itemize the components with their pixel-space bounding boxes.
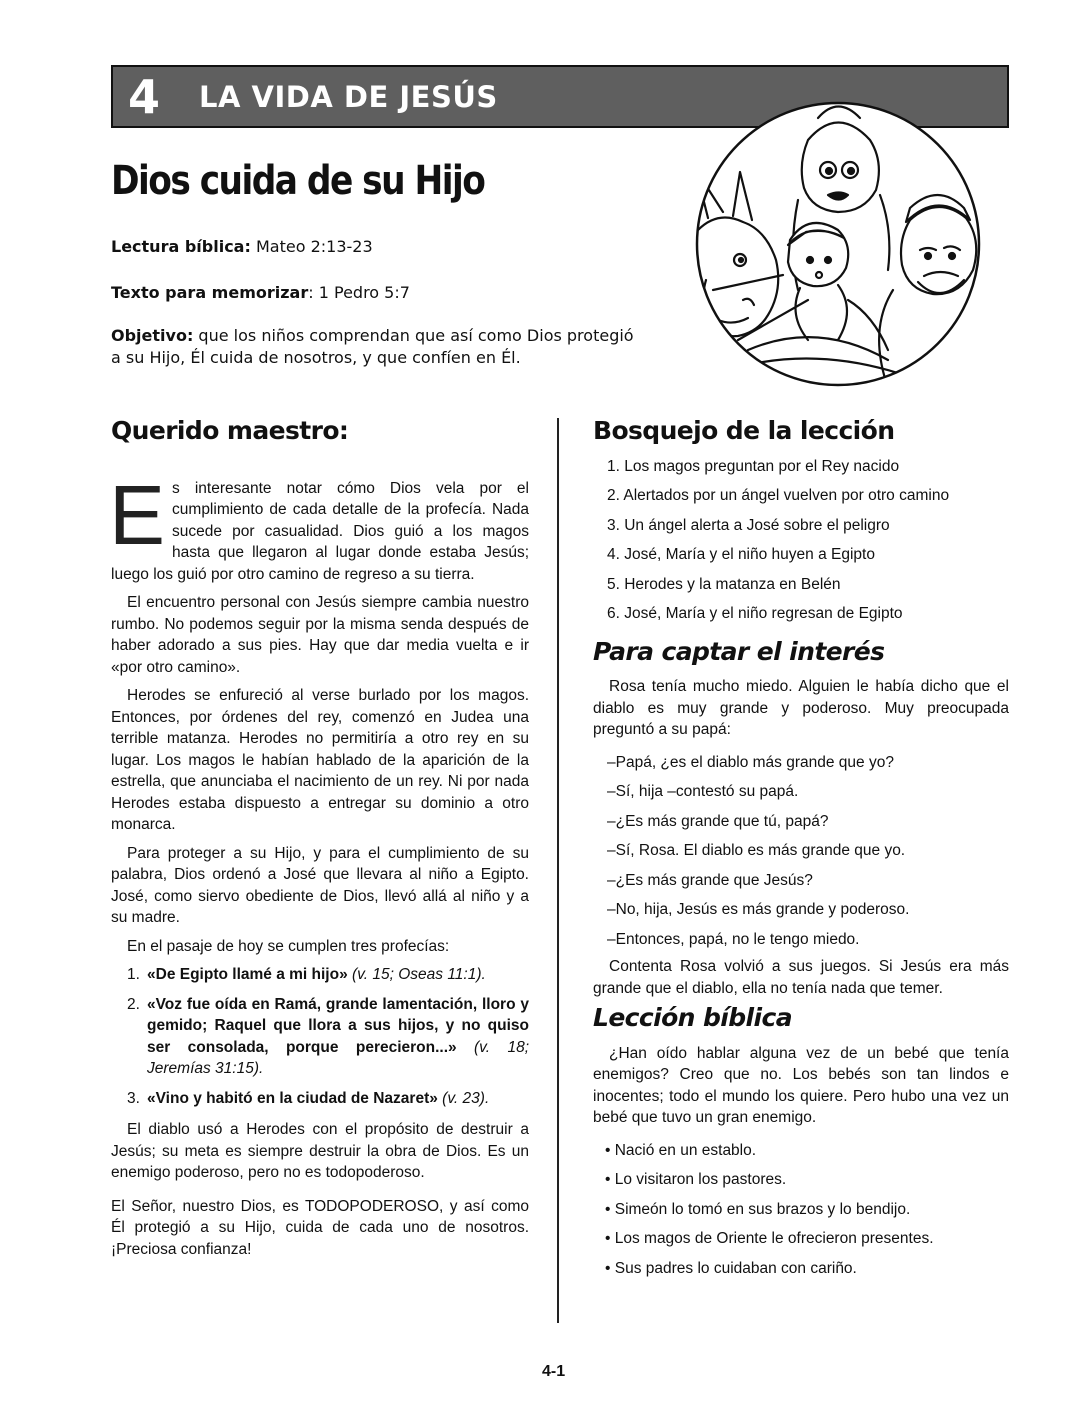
teacher-note-paragraph bbox=[109, 467, 529, 586]
memory-verse-value: : 1 Pedro 5:7 bbox=[308, 283, 410, 302]
teacher-note-paragraph: Para proteger a su Hijo, y para el cumplimiento de su palabra, Dios ordenó a José que llevara al niño a Egipto. José, como siervo obediente de Dios, llevó allá al niño y a su madre. bbox=[111, 844, 529, 926]
bullet-item: • Simeón lo tomó en sus brazos y lo bendijo. bbox=[605, 1200, 911, 1218]
teacher-note-paragraph: Herodes se enfureció al verse burlado por los magos. Entonces, por órdenes del rey, comenzó en Judea una terrible matanza. Herodes no permitiría a otro rey en su lugar. Los magos le habían hablado de la aparición de la estrella, que anunciaba el nacimiento de un rey. Ni por nada Herodes estaba dispuesto a entregar su dominio a otro monarca. bbox=[111, 687, 529, 833]
chapter-number: 4 bbox=[128, 69, 161, 124]
bullet-item: • Sus padres lo cuidaban con cariño. bbox=[605, 1259, 857, 1277]
interest-outro: Contenta Rosa volvió a sus juegos. Si Jesús era más grande que el diablo, ella no tenía nada que temer. bbox=[593, 958, 1009, 997]
outline-item: 5. Herodes y la matanza en Belén bbox=[607, 575, 841, 593]
outline-item: 6. José, María y el niño regresan de Egipto bbox=[607, 605, 903, 622]
dialogue-line: –Entonces, papá, no le tengo miedo. bbox=[607, 930, 860, 948]
reading-label: Lectura bíblica: bbox=[111, 237, 251, 256]
bullet-item: • Lo visitaron los pastores. bbox=[605, 1171, 787, 1188]
outline-item: 1. Los magos preguntan por el Rey nacido bbox=[607, 457, 900, 475]
objective-line-1: que los niños comprendan que así como Dios protegió bbox=[193, 326, 634, 345]
outline-item: 4. José, María y el niño huyen a Egipto bbox=[607, 546, 875, 563]
dialogue-line: –Papá, ¿es el diablo más grande que yo? bbox=[607, 753, 894, 771]
lesson-heading: Lección bíblica bbox=[593, 1003, 792, 1032]
dialogue-line: –No, hija, Jesús es más grande y poderoso. bbox=[607, 901, 910, 918]
lesson-column bbox=[593, 416, 1009, 1283]
teacher-note-column bbox=[109, 416, 529, 1267]
memory-verse-label: Texto para memorizar bbox=[111, 283, 309, 302]
interest-heading: Para captar el interés bbox=[593, 636, 885, 666]
teacher-note-paragraph: El Señor, nuestro Dios, es TODOPODEROSO, y así como Él protegió a su Hijo, cuida de cada uno de nosotros. ¡Preciosa confianza! bbox=[111, 1197, 529, 1258]
bullet-item: • Los magos de Oriente le ofrecieron presentes. bbox=[605, 1230, 934, 1247]
prophecy-item: 1. «De Egipto llamé a mi hijo» (v. 15; Oseas 11:1). bbox=[127, 966, 486, 983]
teacher-note-heading: Querido maestro: bbox=[111, 416, 349, 445]
dialogue-line: –Sí, Rosa. El diablo es más grande que yo. bbox=[607, 842, 906, 859]
reading-line bbox=[111, 237, 373, 256]
chapter-title: LA VIDA DE JESÚS bbox=[199, 79, 498, 114]
lesson-intro: ¿Han oído hablar alguna vez de un bebé que tenía enemigos? Creo que no. Los bebés son tan lindos e inocentes; todo el mundo los quiere. Pero hubo una vez un bebé que tuvo un gran enemigo. bbox=[593, 1044, 1009, 1126]
bullet-item: • Nació en un establo. bbox=[605, 1141, 757, 1159]
paragraph-text: s interesante notar cómo Dios vela por el cumplimiento de cada detalle de la profecía. Nada sucede por casualidad. Dios guió a los magos hasta que llegaron al lugar donde estaba Jesús; luego los guió por otro camino de regreso a su tierra. bbox=[111, 479, 529, 583]
objective-label: Objetivo: bbox=[111, 326, 194, 345]
prophecy-item: 3. «Vino y habitó en la ciudad de Nazaret» (v. 23). bbox=[127, 1089, 490, 1107]
dialogue-line: –Sí, hija –contestó su papá. bbox=[607, 783, 799, 800]
prophecy-list bbox=[127, 964, 529, 1109]
prophecy-item: 2. «Voz fue oída en Ramá, grande lamentación, lloro y gemido; Raquel que llora a sus hijos, y no quiso ser consolada, porque perecieron...» (v. 18; Jeremías 31:15). bbox=[127, 995, 529, 1077]
reading-value: Mateo 2:13-23 bbox=[250, 237, 373, 256]
outline-item: 2. Alertados por un ángel vuelven por otro camino bbox=[607, 487, 950, 504]
interest-intro: Rosa tenía mucho miedo. Alguien le había dicho que el diablo es muy grande y poderoso. Muy preocupada preguntó a su papá: bbox=[593, 678, 1009, 738]
dialogue-line: –¿Es más grande que Jesús? bbox=[607, 871, 813, 889]
holy-family-illustration bbox=[688, 100, 988, 388]
memory-verse-line bbox=[111, 283, 410, 302]
outline-heading: Bosquejo de la lección bbox=[593, 416, 895, 445]
dialogue bbox=[593, 748, 1009, 955]
lesson-bullet-list bbox=[605, 1136, 1009, 1284]
teacher-note-paragraph: El diablo usó a Herodes con el propósito de destruir a Jesús; su meta es siempre destruir la obra de Dios. Es un enemigo poderoso, pero no es todopoderoso. bbox=[111, 1121, 529, 1181]
lesson-outline-list bbox=[607, 452, 1009, 629]
lesson-title: Dios cuida de su Hijo bbox=[111, 158, 485, 204]
dialogue-line: –¿Es más grande que tú, papá? bbox=[607, 812, 829, 830]
objective-line-2: a su Hijo, Él cuida de nosotros, y que confíen en Él. bbox=[111, 348, 521, 367]
drop-cap: E bbox=[109, 467, 166, 562]
column-divider bbox=[557, 418, 559, 1323]
teacher-note-paragraph: En el pasaje de hoy se cumplen tres profecías: bbox=[127, 937, 450, 955]
page-number: 4-1 bbox=[542, 1363, 566, 1380]
teacher-note-paragraph: El encuentro personal con Jesús siempre cambia nuestro rumbo. No podemos seguir por la misma senda después de haber adorado a sus pies. Hay que dar media vuelta e ir «por otro camino». bbox=[111, 594, 529, 676]
outline-item: 3. Un ángel alerta a José sobre el peligro bbox=[607, 516, 890, 534]
objective-block bbox=[111, 325, 634, 369]
